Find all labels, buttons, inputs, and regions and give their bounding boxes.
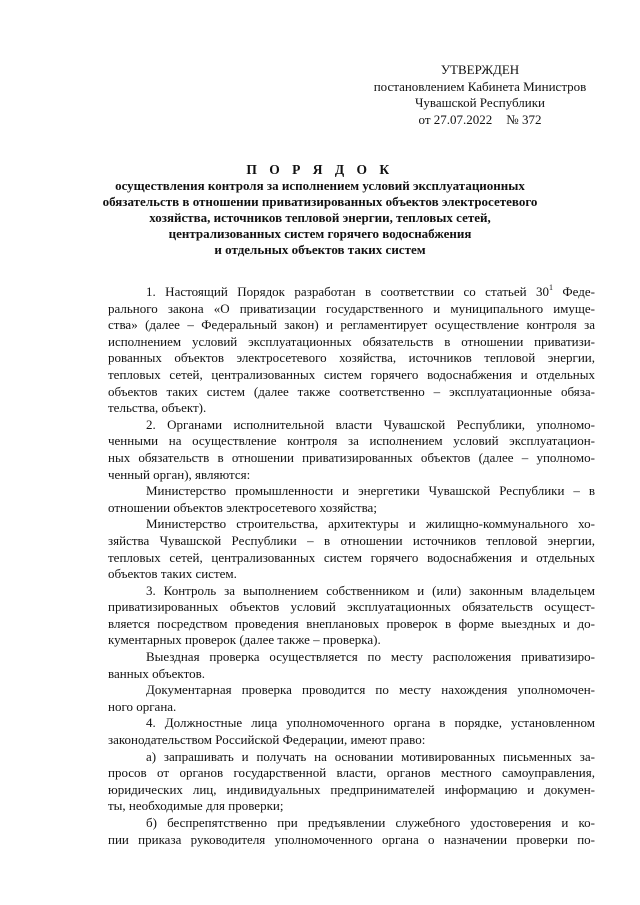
paragraph-line: ства» (далее – Федеральный закон) и регламентирует осуществление контроля за [108,317,595,333]
paragraph-line: Выездная проверка осуществляется по месту расположения приватизиро- [146,649,595,665]
paragraph-line: рованных объектов электросетевого хозяйства, источников тепловой энергии, [108,350,595,366]
paragraph-line: 3. Контроль за выполнением собственником и (или) законным владельцем [146,582,595,598]
paragraph-line: ченный орган), являются: [108,466,251,482]
title-line: и отдельных объектов таких систем [214,242,426,257]
title-line: обязательств в отношении приватизированных объектов электросетевого [102,194,538,209]
approval-date-line [360,112,600,129]
paragraph-line: рального закона «О приватизации государственного и муниципального имуще- [108,300,595,316]
paragraph-line: ного органа. [108,698,177,714]
approval-heading: УТВЕРЖДЕН [440,62,520,77]
paragraph-line: тепловых сетей, централизованных систем горячего водоснабжения и отдельных [108,549,595,565]
approval-issuer: постановлением Кабинета Министров [373,78,587,94]
paragraph-line: Министерство промышленности и энергетики Чувашской Республики – в [146,483,595,499]
paragraph-line: кументарных проверок (далее также – проверка). [108,632,381,648]
paragraph-line: юридических лиц, индивидуальных предпринимателей информацию и докумен- [108,781,595,797]
paragraph-line: вляется посредством проведения внеплановых проверок в форме выездных и до- [108,615,595,631]
paragraph-line: б) беспрепятственно при предъявлении служебного удостоверения и ко- [146,815,595,830]
paragraph-line: ных обязательств в отношении приватизированных объектов (далее – уполномо- [108,449,595,465]
paragraph-line: отношении объектов электросетевого хозяйства; [108,499,377,515]
paragraph-line: 4. Должностные лица уполномоченного органа в порядке, установленном [146,715,595,731]
paragraph-line: объектов таких систем. [108,566,237,582]
paragraph-line: ты, необходимые для проверки; [108,798,284,814]
approval-stamp [360,62,600,128]
approval-date: от 27.07.2022 [418,111,493,127]
paragraph-line: объектов таких систем (далее также соответственно – эксплуатационные обяза- [108,383,595,399]
paragraph-line: тепловых сетей, централизованных систем горячего водоснабжения и отдельных [108,366,595,382]
title-line: хозяйства, источников тепловой энергии, тепловых сетей, [149,210,491,225]
title-line: осуществления контроля за исполнением условий эксплуатационных [115,178,525,193]
paragraph-line: зяйства Чувашской Республики – в отношении источников тепловой энергии, [108,532,595,548]
title-line: централизованных систем горячего водоснабжения [168,226,472,241]
paragraph-line: исполнением условий эксплуатационных обязательств в отношении приватизи- [108,333,595,349]
paragraph-line: законодательством Российской Федерации, имеют право: [108,732,426,748]
document-title [90,162,550,258]
document-body [108,284,595,848]
paragraph-line: тельства, объект). [108,400,207,416]
paragraph-line: а) запрашивать и получать на основании мотивированных письменных за- [146,748,595,764]
paragraph-line: Министерство строительства, архитектуры и жилищно-коммунального хо- [146,516,595,532]
paragraph-line: ченными на осуществление контроля за исполнением условий эксплуатацион- [108,433,595,449]
paragraph-line: пии приказа руководителя уполномоченного органа о назначении проверки по- [108,831,595,847]
superscript: 1 [548,283,553,292]
paragraph-line: 1. Настоящий Порядок разработан в соответствии со статьей $30^1$ Феде- [146,283,595,299]
paragraph-line: ванных объектов. [108,665,205,681]
approval-number: № 372 [506,111,542,127]
paragraph-line: приватизированных объектов условий эксплуатационных обязательств осущест- [108,599,595,615]
paragraph-line: Документарная проверка проводится по месту нахождения уполномочен- [146,682,595,698]
paragraph-line: просов от органов государственной власти, органов местного самоуправления, [108,765,595,781]
approval-republic: Чувашской Республики [414,95,546,110]
paragraph-line: 2. Органами исполнительной власти Чувашской Республики, уполномо- [146,416,595,432]
title-word: П О Р Я Д О К [246,162,394,177]
